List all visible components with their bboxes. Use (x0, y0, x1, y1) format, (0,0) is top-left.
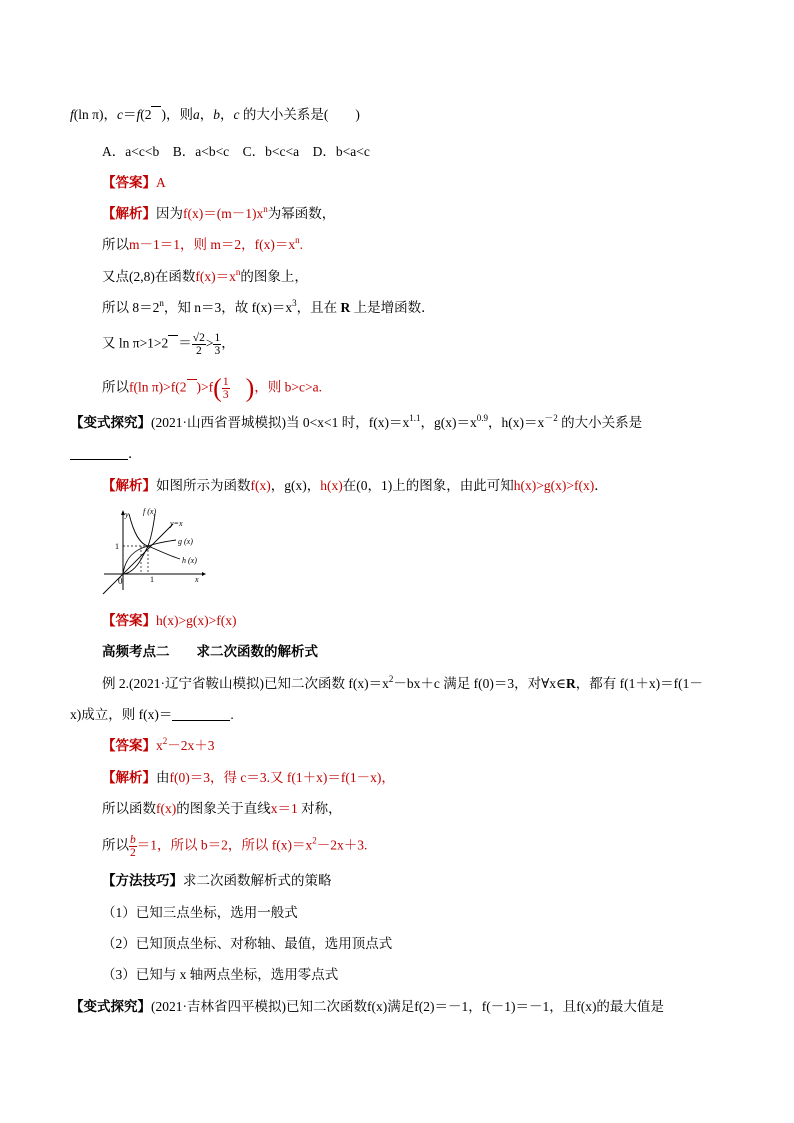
math: f(x)＝(m－1)x (183, 206, 264, 221)
text: ，g(x)＝x (420, 415, 477, 430)
text: 的图象上， (240, 269, 308, 284)
superscript: 2 (388, 674, 394, 684)
text: x)成立，则 f(x)＝ (70, 707, 173, 722)
paren: ) (245, 373, 255, 403)
superscript: n (295, 235, 300, 245)
superscript: 1.1 (409, 413, 421, 423)
variant-question-2 (70, 998, 664, 1016)
real-set: R (340, 300, 351, 315)
answer-line-3 (102, 737, 215, 755)
overbar (168, 335, 178, 344)
superscript: n (263, 204, 268, 214)
text: 所以 (102, 837, 129, 853)
method-label: 【方法技巧】 (102, 873, 183, 888)
x-one-label: 1 (150, 575, 154, 584)
line-y-equals-x (103, 524, 173, 594)
answer-line (102, 174, 166, 192)
text: ＝ (178, 335, 192, 351)
text: (2 (140, 107, 152, 122)
analysis-line-8 (102, 769, 395, 787)
numerator: 1 (214, 332, 221, 344)
analysis-line-7 (102, 477, 608, 495)
answer-options: A．a<c<b B．a<b<c C．b<c<a D．b<a<c (102, 144, 370, 159)
math: m－1＝1，则 m＝2，f(x)＝x (129, 237, 296, 252)
variant-label: 【变式探究】 (70, 415, 151, 430)
text: 所以 (102, 237, 129, 252)
function-graph (98, 504, 208, 596)
denominator: 2 (195, 345, 202, 357)
y-equals-x-label: y=x (170, 519, 183, 528)
text: ， (270, 478, 285, 493)
math: f(x) (156, 801, 177, 816)
math: x＝1 (270, 801, 298, 816)
curve-f (123, 514, 155, 574)
text: (ln π)， (73, 107, 117, 122)
text: (2021·吉林省四平模拟)已知二次函数f(x)满足f(2)＝－1，f(－1)＝－1，且f(x)的最大值是 (151, 999, 664, 1014)
answer-value: x (156, 738, 163, 753)
variant-question-line-1 (70, 414, 642, 432)
math: f(ln π)>f(2 (129, 379, 187, 395)
example-2-line-2 (70, 706, 234, 724)
text-c: c (233, 107, 240, 122)
fraction (222, 376, 230, 401)
text: ，都有 f(1＋x)＝f(1－ (575, 676, 703, 691)
superscript: 0.9 (476, 413, 488, 423)
text: )，则 (161, 107, 193, 122)
h-label: h (x) (182, 556, 197, 565)
overbar (187, 379, 197, 388)
math: h(x)>g(x)>f(x) (513, 478, 595, 493)
analysis-line-5 (102, 332, 235, 357)
text: 因为 (156, 206, 183, 221)
f-label: f (x) (143, 507, 157, 516)
math: ，则 b>c>a. (254, 379, 322, 395)
text: > (205, 335, 214, 351)
text: 又 ln π>1>2 (102, 335, 169, 351)
text: (2021·山西省晋城模拟)当 0<x<1 时，f(x)＝x (151, 415, 410, 430)
text: 所以 (102, 379, 129, 395)
method-heading (102, 872, 332, 890)
text-c: c (116, 107, 123, 122)
answer-value: h(x)>g(x)>f(x) (156, 613, 237, 628)
fraction (129, 834, 137, 859)
text: . (230, 707, 234, 722)
text-b: b (213, 107, 220, 122)
text: 例 2.(2021·辽宁省鞍山模拟)已知二次函数 f(x)＝x (102, 676, 389, 691)
denominator: 2 (130, 847, 136, 859)
paren: ( (213, 373, 222, 403)
superscript: 2 (162, 736, 168, 746)
text: 的大小关系是( ) (239, 107, 360, 122)
math: )>f (196, 379, 214, 395)
analysis-line-2 (102, 236, 303, 254)
text: ＝ (122, 107, 137, 122)
answer-label: 【答案】 (102, 738, 156, 753)
superscript: 2 (312, 835, 317, 846)
variant-label: 【变式探究】 (70, 999, 151, 1014)
superscript: n (159, 298, 164, 308)
text-f: f (70, 107, 74, 122)
method-item-3: （3）已知与 x 轴两点坐标，选用零点式 (102, 967, 339, 982)
text: 又点(2,8)在函数 (102, 269, 196, 284)
fraction (192, 332, 206, 357)
math: f(x)＝x (195, 269, 236, 284)
text: ，知 n＝3，故 f(x)＝x (163, 300, 293, 315)
text: 上是增函数． (350, 300, 435, 315)
text: ． (128, 446, 142, 461)
text: 的大小关系是 (557, 415, 643, 430)
analysis-label: 【解析】 (102, 478, 156, 493)
math: ＝1，所以 b＝2，所以 f(x)＝x (136, 837, 313, 853)
text: ． (594, 478, 608, 493)
math: f(x) (250, 478, 271, 493)
superscript: 3 (292, 298, 297, 308)
curve-g (123, 540, 176, 574)
math: h(x) (320, 478, 343, 493)
text: . (299, 237, 303, 252)
analysis-line-3 (102, 268, 308, 286)
answer-value: －2x＋3 (167, 738, 215, 753)
text: 为幂函数， (267, 206, 336, 221)
text: －bx＋c 满足 f(0)＝3，对∀x∈ (393, 676, 566, 691)
y-axis-label: y (125, 510, 129, 519)
text-f: f (136, 107, 141, 122)
analysis-line-1 (102, 205, 335, 223)
text-a: a (192, 107, 200, 122)
method-item-1: （1）已知三点坐标，选用一般式 (102, 905, 298, 920)
superscript: n (235, 267, 241, 277)
text: 所以函数 (102, 801, 156, 816)
text: ， (221, 335, 235, 351)
text: 的图象关于直线 (176, 801, 271, 816)
answer-label: 【答案】 (102, 175, 156, 190)
analysis-line-9 (102, 800, 342, 818)
numerator: b (130, 834, 136, 846)
example-2-line-1 (102, 675, 703, 693)
real-set: R (565, 676, 576, 691)
text: 所以 8＝2 (102, 300, 160, 315)
x-axis-arrow (202, 572, 206, 576)
denominator: 3 (222, 389, 229, 401)
answer-value: A (156, 175, 166, 190)
g-label: g (x) (178, 537, 193, 546)
x-axis-label: x (195, 575, 199, 584)
section-heading: 高频考点二 求二次函数的解析式 (102, 644, 318, 659)
denominator: 3 (214, 345, 221, 357)
text: 如图所示为函数 (156, 478, 251, 493)
numerator: 1 (222, 376, 229, 388)
variant-question-line-2 (70, 445, 142, 463)
numerator: √2 (192, 332, 205, 344)
analysis-line-10 (102, 834, 367, 859)
analysis-label: 【解析】 (102, 206, 156, 221)
fill-blank (70, 447, 128, 460)
answer-line-2 (102, 612, 236, 630)
method-item-2: （2）已知顶点坐标、对称轴、最值，选用顶点式 (102, 936, 393, 951)
analysis-label: 【解析】 (102, 770, 156, 785)
origin-label: 0 (118, 576, 123, 586)
text: ， (306, 478, 321, 493)
text: 在(0，1)上的图象，由此可知 (342, 478, 514, 493)
text: ，且在 (296, 300, 341, 315)
math: g(x) (284, 478, 307, 493)
text: 由 (156, 770, 170, 785)
answer-label: 【答案】 (102, 613, 156, 628)
y-one-label: 1 (115, 542, 119, 551)
question-stem-line (70, 106, 360, 124)
math: －2x＋3. (316, 837, 368, 853)
text: 对称， (297, 801, 342, 816)
overbar (151, 106, 161, 115)
method-title: 求二次函数解析式的策略 (183, 873, 332, 888)
analysis-line-4 (102, 299, 435, 317)
analysis-line-6 (102, 373, 322, 403)
text: ， (219, 107, 234, 122)
superscript: －2 (544, 413, 558, 423)
text: ，h(x)＝x (487, 415, 545, 430)
fill-blank (172, 708, 230, 721)
math: f(0)＝3，得 c＝3.又 f(1＋x)＝f(1－x)， (169, 770, 395, 785)
text: ， (199, 107, 214, 122)
